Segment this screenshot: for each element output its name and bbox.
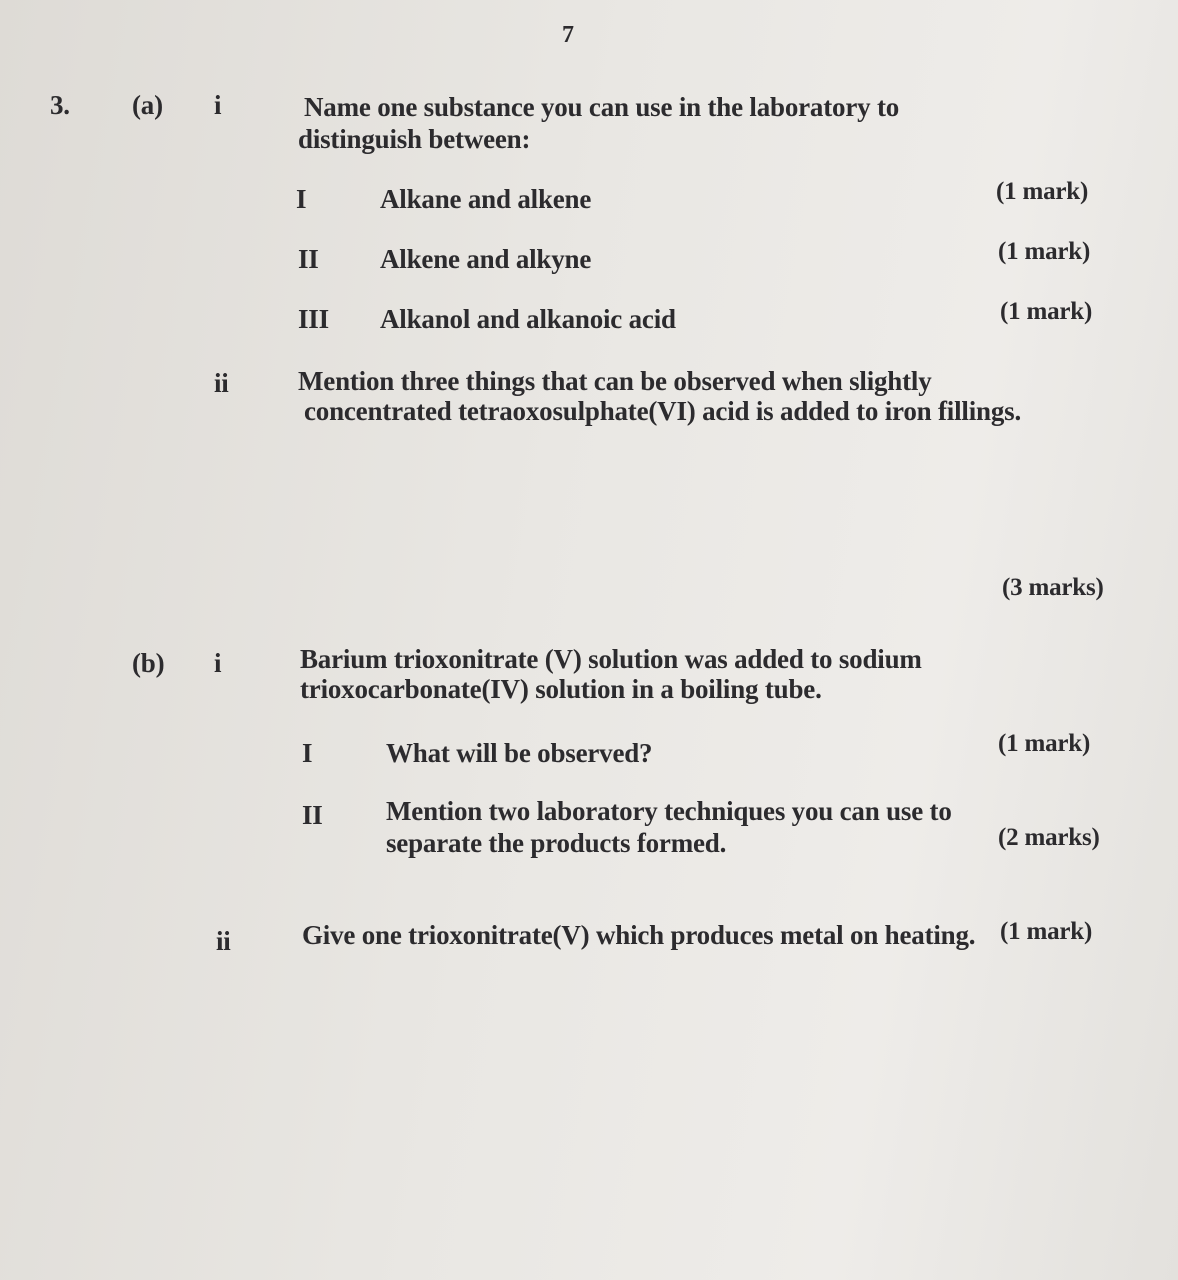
part-b-ii-text: Give one trioxonitrate(V) which produces metal on heating. <box>302 920 976 950</box>
page-number: 7 <box>562 22 574 48</box>
part-a-ii-line1: Mention three things that can be observed when slightly <box>298 366 932 396</box>
part-b-label: (b) <box>132 648 165 678</box>
item-b-i-I-marks: (1 mark) <box>998 730 1091 757</box>
item-a-i-III-text: Alkanol and alkanoic acid <box>380 304 676 334</box>
part-a-ii-line2: concentrated tetraoxosulphate(VI) acid is added to iron fillings. <box>304 396 1021 426</box>
item-a-i-I-marks: (1 mark) <box>996 178 1089 205</box>
part-b-ii-label: ii <box>216 926 231 956</box>
item-a-i-III-marks: (1 mark) <box>1000 298 1093 325</box>
part-a-ii-label: ii <box>214 368 229 398</box>
item-a-i-II-text: Alkene and alkyne <box>380 244 592 274</box>
item-a-i-II-label: II <box>298 244 319 274</box>
item-a-i-I-text: Alkane and alkene <box>380 184 592 214</box>
part-a-label: (a) <box>132 90 163 120</box>
part-b-i-line2: trioxocarbonate(IV) solution in a boiling tube. <box>300 674 822 704</box>
part-b-ii-marks: (1 mark) <box>1000 918 1093 945</box>
item-a-i-III-label: III <box>298 304 329 334</box>
item-b-i-I-label: I <box>302 738 313 768</box>
part-a-i-prompt-line2: distinguish between: <box>298 124 531 154</box>
question-number: 3. <box>50 90 70 120</box>
part-a-i-label: i <box>214 90 222 120</box>
part-b-i-line1: Barium trioxonitrate (V) solution was added to sodium <box>300 644 922 674</box>
item-b-i-II-line1: Mention two laboratory techniques you can use to <box>386 796 952 826</box>
item-b-i-II-line2: separate the products formed. <box>386 828 727 858</box>
part-a-i-prompt-line1: Name one substance you can use in the laboratory to <box>304 92 900 122</box>
item-a-i-I-label: I <box>296 184 307 214</box>
item-b-i-II-label: II <box>302 800 323 830</box>
item-a-i-II-marks: (1 mark) <box>998 238 1091 265</box>
part-b-i-label: i <box>214 648 222 678</box>
item-b-i-II-marks: (2 marks) <box>998 824 1100 851</box>
item-b-i-I-text: What will be observed? <box>386 738 653 768</box>
part-a-ii-marks: (3 marks) <box>1002 574 1104 601</box>
